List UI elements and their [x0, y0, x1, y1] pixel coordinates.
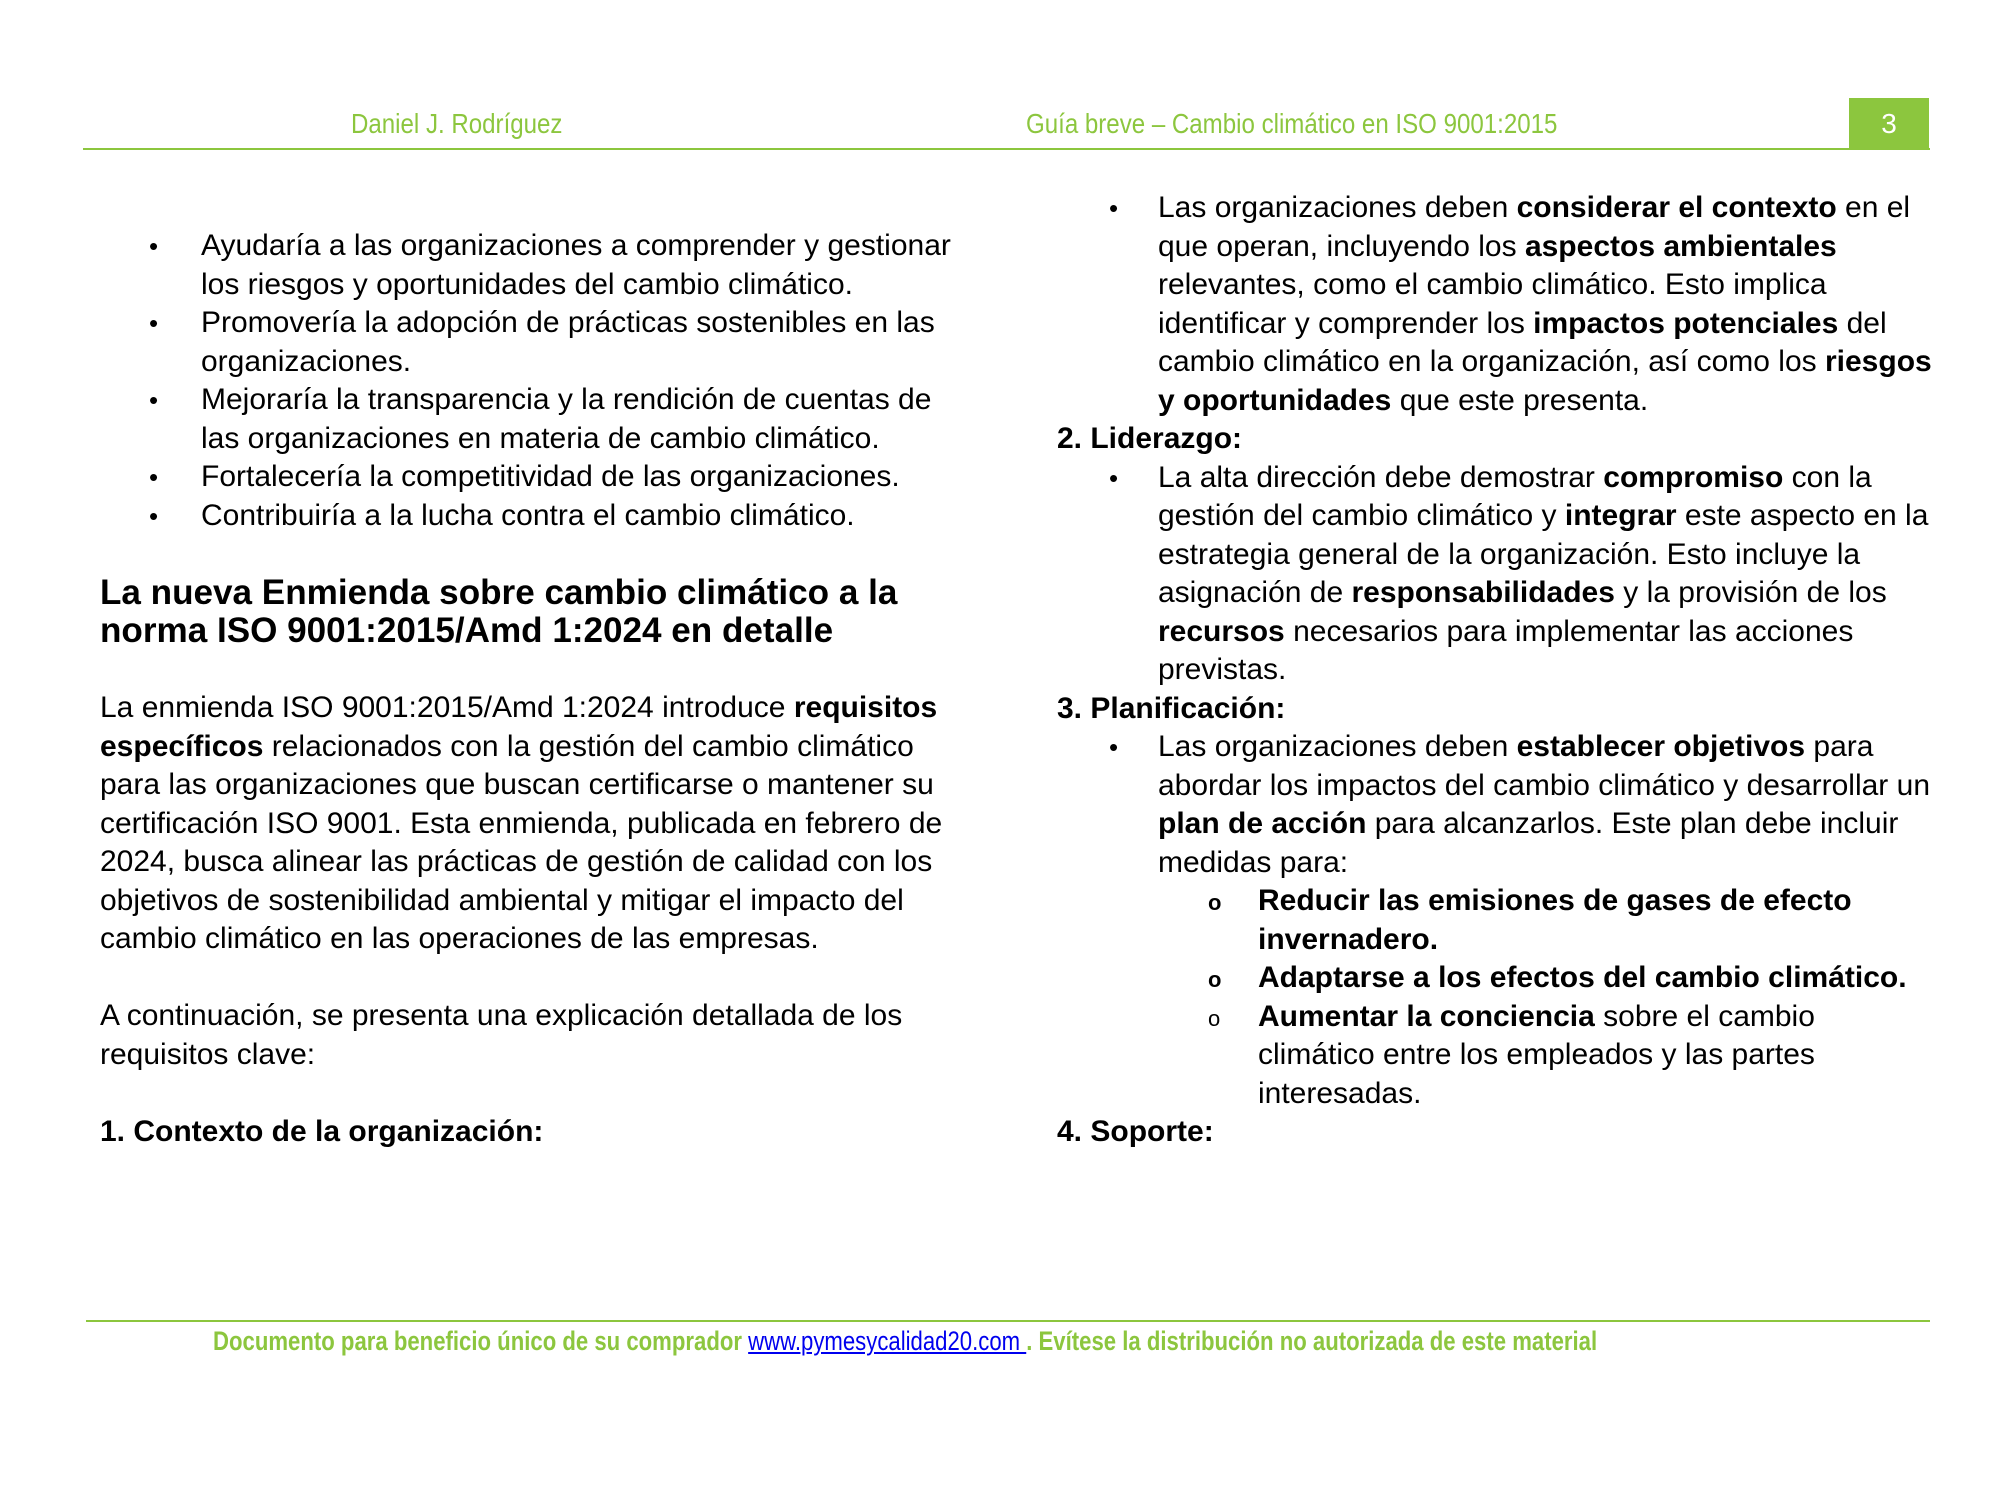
left-column [100, 227, 960, 1151]
continuation-paragraph: A continuación, se presenta una explicación detallada de los requisitos clave: [100, 999, 903, 1071]
sub-list-item: o Aumentar la conciencia sobre el cambio climático entre los empleados y las partes interesadas. [1057, 998, 1937, 1114]
section-2-title: 2. Liderazgo: [1057, 422, 1243, 455]
list-item: • Mejoraría la transparencia y la rendición de cuentas de las organizaciones en materia de cambio climático. [100, 381, 960, 458]
section-heading: La nueva Enmienda sobre cambio climático a la norma ISO 9001:2015/Amd 1:2024 en detalle [100, 572, 898, 650]
context-list [1057, 189, 1937, 420]
page-number-badge: 3 [1849, 98, 1929, 150]
section-3-title: 3. Planificación: [1057, 691, 1286, 725]
footer-notice: Documento para beneficio único de su comprador www.pymesycalidad20.com . Evítese la distribución no autorizada de este material [213, 1326, 1598, 1356]
section-1-title: 1. Contexto de la organización: [100, 1114, 544, 1148]
list-item: • Las organizaciones deben establecer objetivos para abordar los impactos del cambio climático y desarrollar un plan de acción para alcanzarlos. Este plan debe incluir medidas para: [1057, 728, 1937, 882]
website-link[interactable]: www.pymesycalidad20.com [748, 1326, 1027, 1356]
benefits-list [100, 227, 960, 535]
leadership-list [1057, 459, 1937, 690]
list-item: • Las organizaciones deben considerar el contexto en el que operan, incluyendo los aspectos ambientales relevantes, como el cambio climático. Esto implica identificar y comprender los impactos potenciales del cambio climático en la organización, así como los riesgos y oportunidades que este presenta. [1057, 189, 1937, 420]
list-item: • Fortalecería la competitividad de las organizaciones. [100, 458, 960, 497]
sub-list-item: o Adaptarse a los efectos del cambio climático. [1057, 959, 1937, 998]
intro-paragraph: La enmienda ISO 9001:2015/Amd 1:2024 introduce requisitos específicos relacionados con la gestión del cambio climático para las organizaciones que buscan certificarse o mantener su certificación ISO 9001. Esta enmienda, publicada en febrero de 2024, busca alinear las prácticas de gestión de calidad con los objetivos de sostenibilidad ambiental y mitigar el impacto del cambio climático en las operaciones de las empresas. [100, 691, 943, 955]
planning-list [1057, 728, 1937, 1113]
header-title: Guía breve – Cambio climático en ISO 9001:2015 [1026, 108, 1558, 139]
list-item: • Ayudaría a las organizaciones a comprender y gestionar los riesgos y oportunidades del cambio climático. [100, 227, 960, 304]
footer-divider [86, 1320, 1930, 1322]
list-item: • Contribuiría a la lucha contra el cambio climático. [100, 497, 960, 536]
list-item: • Promovería la adopción de prácticas sostenibles en las organizaciones. [100, 304, 960, 381]
list-item: • La alta dirección debe demostrar compromiso con la gestión del cambio climático y integrar este aspecto en la estrategia general de la organización. Esto incluye la asignación de responsabilidades y la provisión de los recursos necesarios para implementar las acciones previstas. [1057, 459, 1937, 690]
right-column [1057, 189, 1937, 1152]
header-author: Daniel J. Rodríguez [351, 108, 563, 139]
sub-list-item: o Reducir las emisiones de gases de efecto invernadero. [1057, 882, 1937, 959]
section-4-title: 4. Soporte: [1057, 1115, 1214, 1148]
header-divider [83, 148, 1930, 150]
